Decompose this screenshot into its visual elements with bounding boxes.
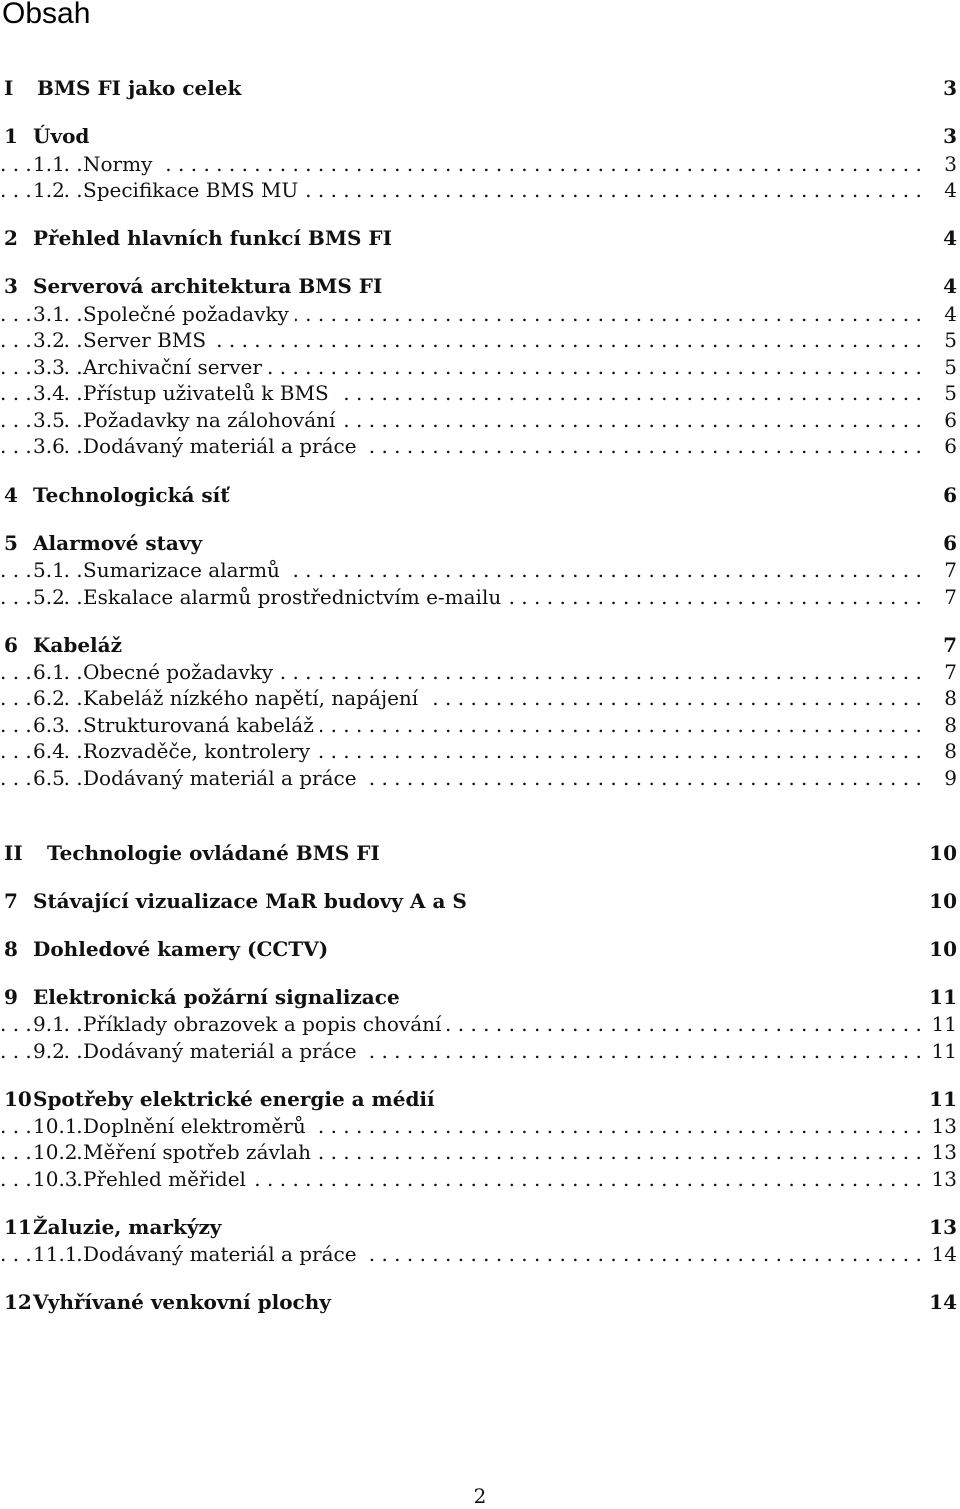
toc-chapter-entry[interactable]	[0, 983, 960, 1011]
entry-number: 3	[4, 274, 18, 298]
entry-title: Příklady obrazovek a popis chování	[83, 1010, 447, 1038]
entry-page-number: 11	[929, 1087, 957, 1111]
toc-section-entry[interactable]	[0, 353, 960, 381]
toc-chapter-entry[interactable]	[0, 224, 960, 252]
entry-page-number: 5	[938, 326, 957, 354]
entry-page-number: 11	[929, 985, 957, 1009]
entry-title: Dodávaný materiál a práce	[83, 1037, 363, 1065]
toc-section-entry[interactable]	[0, 379, 960, 407]
page-number: 2	[473, 1484, 487, 1508]
toc-section-entry[interactable]	[0, 1165, 960, 1193]
toc-section-entry[interactable]	[0, 326, 960, 354]
toc-chapter-entry[interactable]	[0, 1288, 960, 1316]
entry-number: 9.2	[33, 1039, 65, 1063]
entry-title: Kabeláž nízkého napětí, napájení	[83, 684, 424, 712]
entry-title: Archivační server	[83, 353, 268, 381]
entry-number: 3.4	[33, 381, 65, 405]
toc-section-entry[interactable]	[0, 764, 960, 792]
entry-title: Požadavky na zálohování	[83, 406, 341, 434]
entry-number: 5	[4, 531, 18, 555]
entry-page-number: 13	[926, 1138, 957, 1166]
entry-title: BMS FI jako celek	[37, 76, 242, 100]
entry-title: Eskalace alarmů prostřednictvím e-mailu	[83, 583, 507, 611]
toc-section-entry[interactable]	[0, 1240, 960, 1268]
entry-number: 6.5	[33, 766, 65, 790]
entry-title: Rozvaděče, kontrolery	[83, 737, 316, 765]
entry-title: Technologická síť	[33, 483, 230, 507]
entry-number: 9.1	[33, 1012, 65, 1036]
entry-title: Alarmové stavy	[33, 531, 203, 555]
entry-title: Žaluzie, markýzy	[33, 1215, 222, 1239]
entry-title: Sumarizace alarmů	[83, 556, 286, 584]
entry-title: Server BMS	[83, 326, 212, 354]
entry-page-number: 6	[938, 406, 957, 434]
toc-section-entry[interactable]	[0, 406, 960, 434]
toc-section-entry[interactable]	[0, 432, 960, 460]
entry-title: Doplnění elektroměrů	[83, 1112, 312, 1140]
entry-page-number: 4	[943, 274, 957, 298]
entry-title: Obecné požadavky	[83, 658, 279, 686]
toc-chapter-entry[interactable]	[0, 529, 960, 557]
entry-title: Vyhřívané venkovní plochy	[33, 1290, 331, 1314]
entry-number: 3.1	[33, 302, 65, 326]
toc-chapter-entry[interactable]	[0, 272, 960, 300]
entry-title: Normy	[83, 150, 158, 178]
entry-number: 1.2	[33, 178, 65, 202]
entry-number: 10.3	[33, 1167, 78, 1191]
toc-chapter-entry[interactable]	[0, 122, 960, 150]
entry-title: Dodávaný materiál a práce	[83, 764, 363, 792]
entry-number: 10.2	[33, 1140, 78, 1164]
entry-title: Specifikace BMS MU	[83, 176, 304, 204]
entry-page-number: 8	[938, 737, 957, 765]
toc-chapter-entry[interactable]	[0, 887, 960, 915]
entry-title: Přehled měřidel	[83, 1165, 252, 1193]
entry-number: 8	[4, 937, 18, 961]
entry-number: 10	[4, 1087, 32, 1111]
entry-number: 6.1	[33, 660, 65, 684]
entry-number: 11	[4, 1215, 32, 1239]
entry-page-number: 10	[929, 937, 957, 961]
entry-page-number: 14	[926, 1240, 957, 1268]
entry-page-number: 3	[943, 124, 957, 148]
entry-page-number: 11	[926, 1010, 957, 1038]
entry-title: Serverová architektura BMS FI	[33, 274, 383, 298]
entry-page-number: 4	[938, 176, 957, 204]
entry-title: Strukturovaná kabeláž	[83, 711, 320, 739]
entry-title: Dodávaný materiál a práce	[83, 432, 363, 460]
entry-page-number: 6	[943, 483, 957, 507]
toc-section-entry[interactable]	[0, 711, 960, 739]
toc-section-entry[interactable]	[0, 1138, 960, 1166]
toc-part-entry[interactable]	[0, 74, 960, 102]
toc-section-entry[interactable]	[0, 684, 960, 712]
entry-page-number: 6	[938, 432, 957, 460]
entry-number: 5.1	[33, 558, 65, 582]
entry-title: Technologie ovládané BMS FI	[47, 841, 380, 865]
toc-chapter-entry[interactable]	[0, 481, 960, 509]
entry-number: 1	[4, 124, 18, 148]
entry-number: 11.1	[33, 1242, 78, 1266]
toc-section-entry[interactable]	[0, 1112, 960, 1140]
entry-page-number: 5	[938, 379, 957, 407]
toc-chapter-entry[interactable]	[0, 1085, 960, 1113]
entry-page-number: 8	[938, 711, 957, 739]
toc-section-entry[interactable]	[0, 176, 960, 204]
entry-title: Úvod	[33, 124, 90, 148]
toc-section-entry[interactable]	[0, 658, 960, 686]
entry-title: Spotřeby elektrické energie a médií	[33, 1087, 435, 1111]
toc-part-entry[interactable]	[0, 839, 960, 867]
entry-page-number: 7	[938, 658, 957, 686]
entry-page-number: 13	[929, 1215, 957, 1239]
entry-number: 7	[4, 889, 18, 913]
entry-page-number: 4	[943, 226, 957, 250]
entry-page-number: 3	[943, 76, 957, 100]
entry-page-number: 10	[929, 841, 957, 865]
entry-title: Elektronická požární signalizace	[33, 985, 400, 1009]
entry-page-number: 6	[943, 531, 957, 555]
entry-page-number: 8	[938, 684, 957, 712]
entry-title: Měření spotřeb závlah	[83, 1138, 317, 1166]
entry-number: I	[4, 76, 14, 100]
toc-chapter-entry[interactable]	[0, 935, 960, 963]
entry-title: Přístup uživatelů k BMS	[83, 379, 335, 407]
entry-page-number: 13	[926, 1165, 957, 1193]
toc-section-entry[interactable]	[0, 737, 960, 765]
toc-chapter-entry[interactable]	[0, 631, 960, 659]
entry-number: 4	[4, 483, 18, 507]
page-title: Obsah	[2, 0, 91, 30]
entry-number: 6.2	[33, 686, 65, 710]
entry-page-number: 7	[943, 633, 957, 657]
entry-page-number: 13	[926, 1112, 957, 1140]
toc-section-entry[interactable]	[0, 150, 960, 178]
entry-page-number: 4	[938, 300, 957, 328]
entry-number: 3.5	[33, 408, 65, 432]
entry-page-number: 7	[938, 583, 957, 611]
entry-page-number: 11	[926, 1037, 957, 1065]
entry-title: Společné požadavky	[83, 300, 295, 328]
entry-number: II	[4, 841, 23, 865]
entry-title: Kabeláž	[33, 633, 122, 657]
entry-number: 3.2	[33, 328, 65, 352]
entry-page-number: 3	[938, 150, 957, 178]
entry-title: Dodávaný materiál a práce	[83, 1240, 363, 1268]
toc-section-entry[interactable]	[0, 1010, 960, 1038]
entry-page-number: 9	[938, 764, 957, 792]
entry-number: 2	[4, 226, 18, 250]
entry-number: 9	[4, 985, 18, 1009]
entry-number: 6.3	[33, 713, 65, 737]
entry-number: 5.2	[33, 585, 65, 609]
entry-number: 1.1	[33, 152, 65, 176]
entry-page-number: 7	[938, 556, 957, 584]
toc-section-entry[interactable]	[0, 583, 960, 611]
entry-page-number: 14	[929, 1290, 957, 1314]
entry-number: 3.6	[33, 434, 65, 458]
entry-title: Dohledové kamery (CCTV)	[33, 937, 329, 961]
toc-section-entry[interactable]	[0, 556, 960, 584]
toc-section-entry[interactable]	[0, 1037, 960, 1065]
entry-page-number: 10	[929, 889, 957, 913]
entry-page-number: 5	[938, 353, 957, 381]
toc-chapter-entry[interactable]	[0, 1213, 960, 1241]
entry-number: 6	[4, 633, 18, 657]
entry-title: Přehled hlavních funkcí BMS FI	[33, 226, 392, 250]
entry-title: Stávající vizualizace MaR budovy A a S	[33, 889, 467, 913]
toc-section-entry[interactable]	[0, 300, 960, 328]
entry-number: 6.4	[33, 739, 65, 763]
entry-number: 10.1	[33, 1114, 78, 1138]
entry-number: 12	[4, 1290, 32, 1314]
entry-number: 3.3	[33, 355, 65, 379]
